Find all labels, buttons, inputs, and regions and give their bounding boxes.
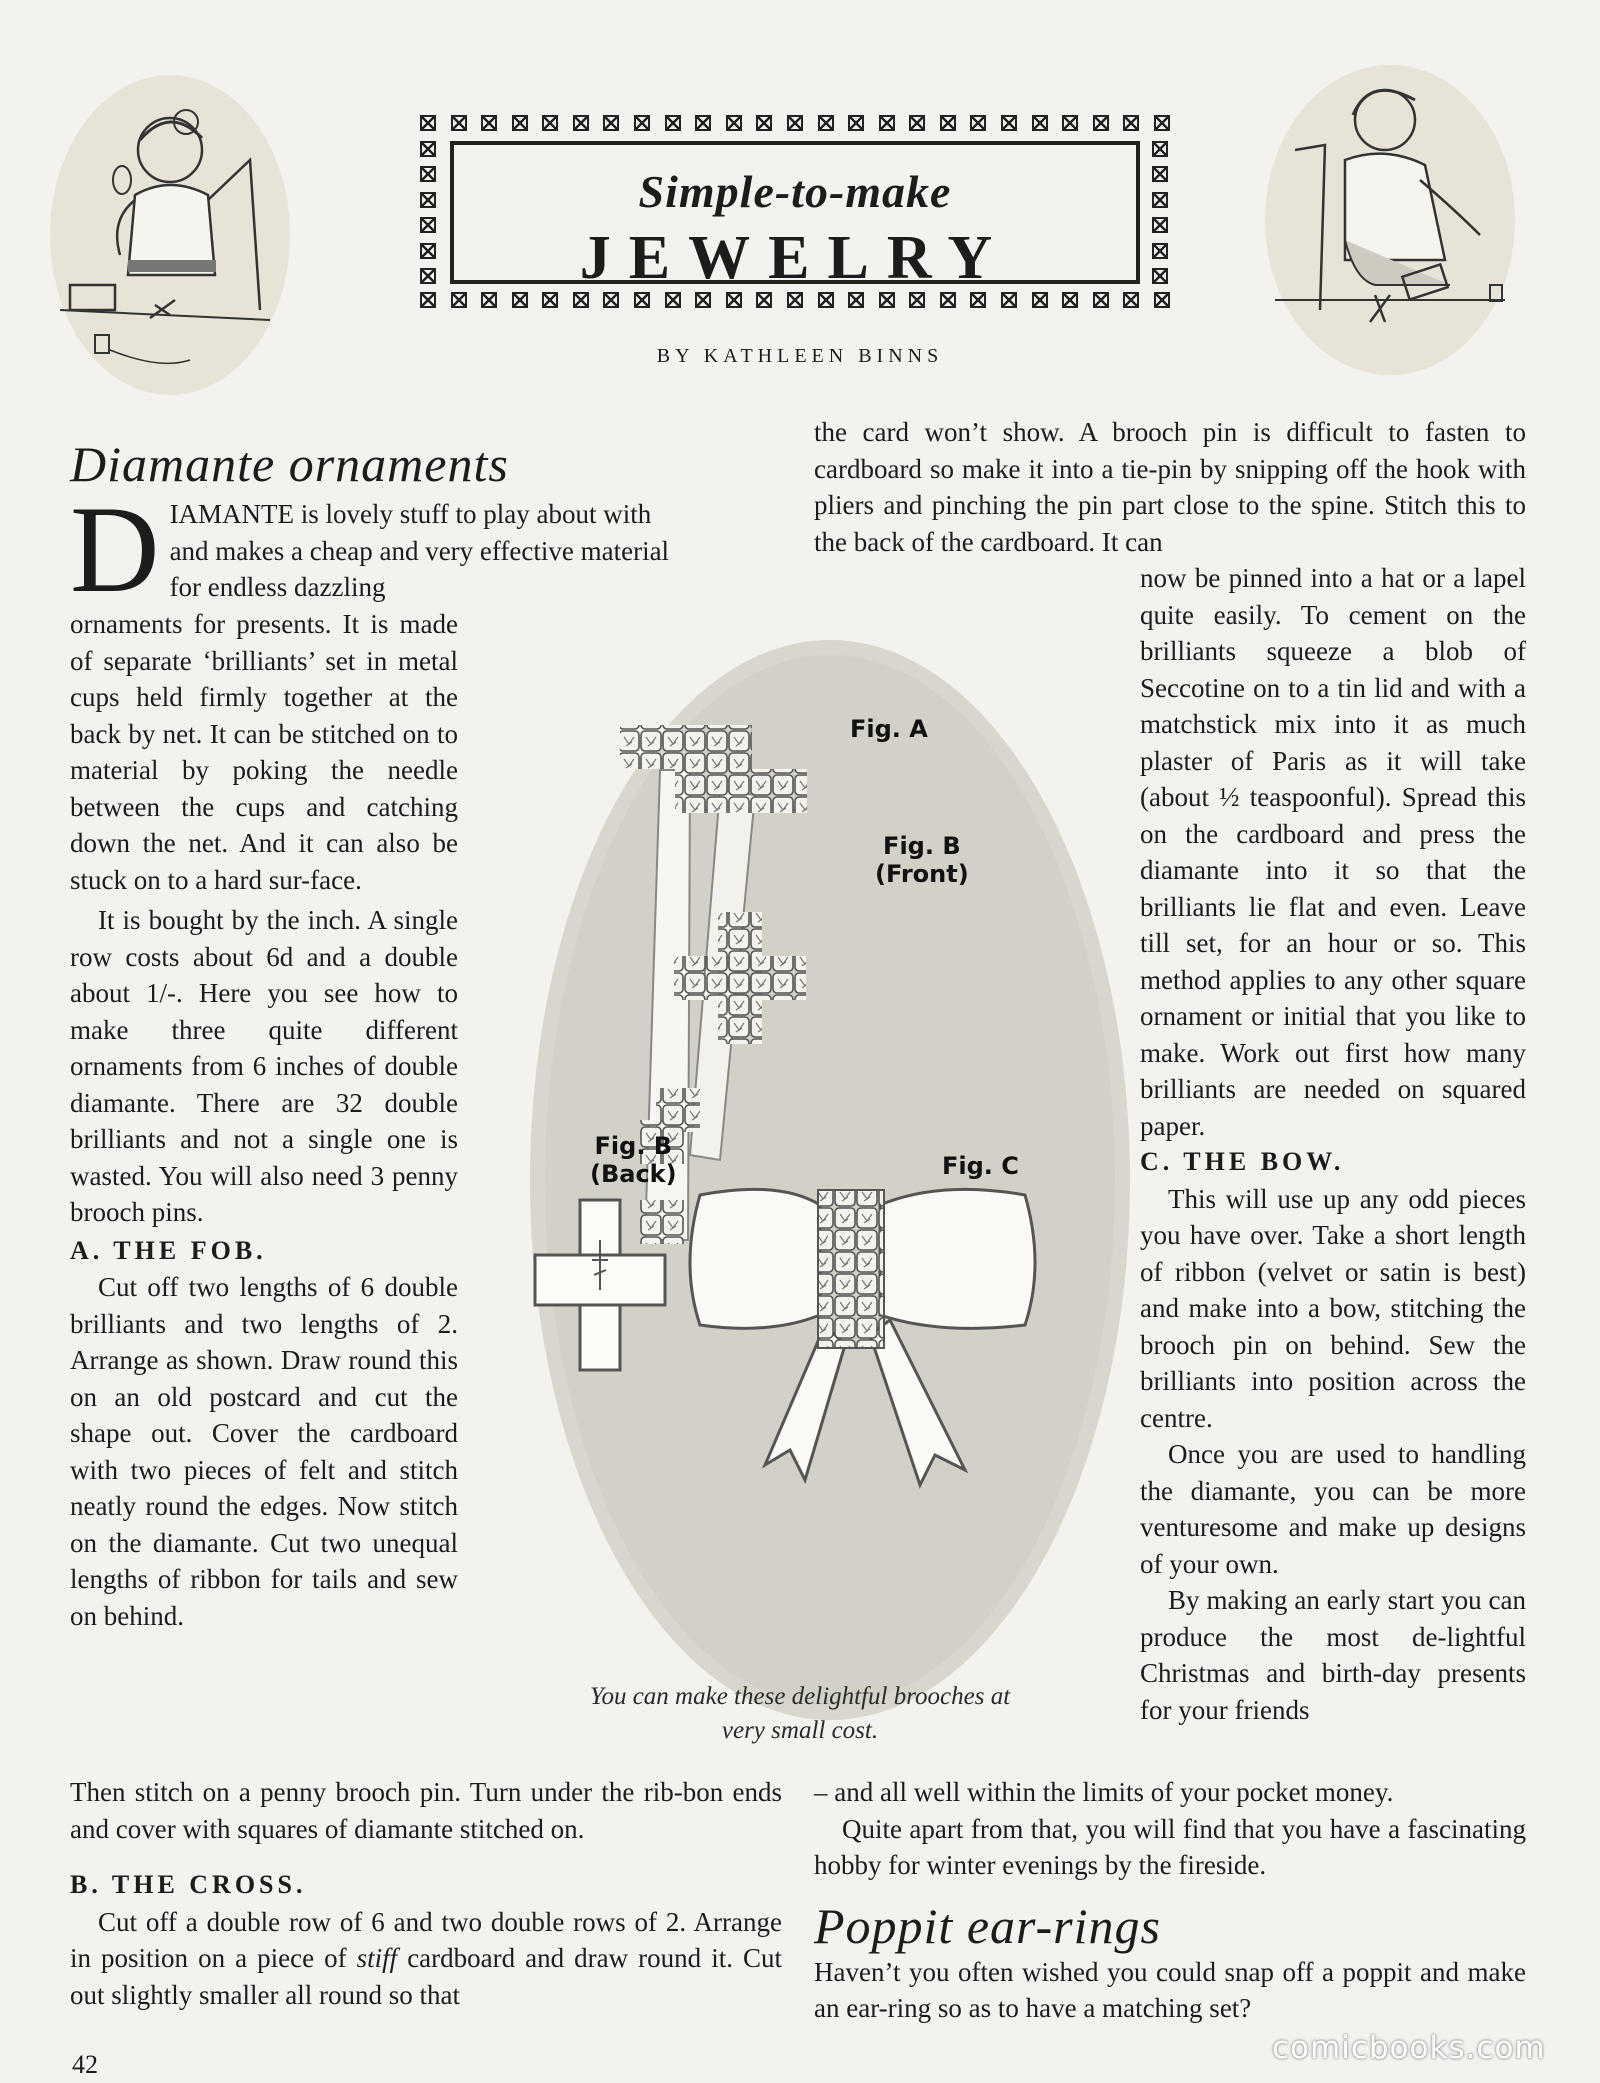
byline: BY KATHLEEN BINNS: [656, 345, 944, 367]
section-heading-diamante: Diamante ornaments: [70, 436, 509, 492]
cross-text-2: cardboard and draw round it. Cut out slightly smaller all round so that: [70, 1943, 782, 2010]
cross-paragraph: [70, 1904, 782, 2014]
fob-wide-text: [70, 1774, 782, 2013]
fob-heading: A. THE FOB.: [70, 1235, 267, 1265]
title-subtitle: Simple-to-make: [638, 166, 952, 217]
title-inner-frame: [450, 141, 1140, 292]
fob-bottom-row: [675, 769, 807, 813]
fig-b-back-label-1: Fig. B: [594, 1132, 673, 1160]
intro-paragraph-2: It is bought by the inch. A single row costs about 6d and a double about 1/-. Here you see how to make three quite different ornaments from 6 inches of double diamante. There are 32 double brilliants and not a single one is wasted. You will also need 3 penny brooch pins.: [70, 905, 458, 1227]
fig-c-label: Fig. C: [942, 1152, 1019, 1180]
fig-b-front-label-2: (Front): [875, 860, 969, 888]
left-column: [70, 606, 458, 1634]
fob-paragraph: Cut off two lengths of 6 double brilliants and two lengths of 2. Arrange as shown. Draw round this on an old postcard and cut the shape out. Cover the cardboard with two pieces of felt and stitch neatly round the edges. Now stitch on the diamante. Cut two unequal lengths of ribbon for tails and sew on behind.: [70, 1272, 458, 1631]
girl-at-table-illustration: [1255, 60, 1525, 380]
fig-b-back-label-2: (Back): [590, 1160, 677, 1188]
fob-paragraph-continued: Then stitch on a penny brooch pin. Turn under the rib-bon ends and cover with squares of diamante stitched on.: [70, 1777, 782, 1844]
fob-top-row: [620, 725, 752, 769]
right-column-top: [814, 414, 1526, 560]
intro-line-2: and makes a cheap and very effective material: [169, 535, 670, 566]
title-border-bottom: [420, 292, 1170, 310]
intro-line-3: for endless dazzling: [169, 572, 386, 602]
intro-wide-block: [70, 481, 780, 618]
hobby-paragraph: Quite apart from that, you will find that you have a fascinating hobby for winter evenings by the fireside.: [814, 1813, 1526, 1880]
intro-line-1: IAMANTE is lovely stuff to play about with: [169, 499, 652, 529]
bow-paragraph: This will use up any odd pieces you have over. Take a short length of ribbon (velvet or satin is best) and make into a bow, stitching the brooch pin on behind. Sew the brilliants into position across the centre.: [1140, 1183, 1526, 1433]
right-column-bottom: [814, 1774, 1526, 2027]
title-frame: [420, 115, 1170, 310]
figure-caption-line-1: You can make these delightful brooches at: [589, 1683, 1011, 1710]
fig-b-front-label-1: Fig. B: [883, 832, 961, 860]
title-border-top: [420, 115, 1170, 133]
title-border-right: [1152, 141, 1170, 284]
pocket-money-line: – and all well within the limits of your pocket money.: [814, 1777, 1394, 1807]
fig-a-label: Fig. A: [850, 715, 928, 743]
fig-b-front-label: [875, 832, 969, 888]
right-top-paragraph: the card won’t show. A brooch pin is difficult to fasten to cardboard so make it into a tie-pin by snipping off the hook with pliers and pinching the pin part close to the spine. Stitch this to the back of the cardboard. It can: [814, 417, 1526, 557]
figure-caption: [500, 1680, 1100, 1748]
poppit-paragraph: Haven’t you often wished you could snap off a poppit and make an ear-ring so as to have a matching set?: [814, 1956, 1526, 2023]
right-column-narrow: [1140, 560, 1526, 1728]
title-border-left: [420, 141, 438, 284]
early-start-paragraph: By making an early start you can produce the most de-lightful Christmas and birth-day presents for your friends: [1140, 1585, 1526, 1725]
figure-caption-line-2: very small cost.: [721, 1717, 879, 1744]
page-number: 42: [72, 2050, 98, 2079]
fig-b-back-label: [590, 1132, 677, 1188]
cross-text-emphasis: stiff: [356, 1943, 398, 1973]
brooches-figure: [530, 620, 1130, 1720]
cross-heading: B. THE CROSS.: [70, 1870, 307, 1899]
watermark: comicbooks.com: [1272, 2030, 1546, 2066]
drop-cap: D: [70, 481, 160, 618]
bow-heading: C. THE BOW.: [1140, 1147, 1345, 1176]
section-heading-poppit: Poppit ear-rings: [814, 1897, 1161, 1954]
cement-paragraph: now be pinned into a hat or a lapel quite easily. To cement on the brilliants squeeze a blob of Seccotine on to a tin lid and with a matchstick mix into it as much plaster of Paris as it will take (about ½ teaspoonful). Spread this on the cardboard and press the diamante into it so that the brilliants lie flat and even. Leave till set, for an hour or so. This method applies to any other square ornament or initial that you like to make. Work out first how many brilliants are needed on squared paper.: [1140, 563, 1526, 1141]
page-title: JEWELRY: [579, 224, 1011, 292]
intro-paragraph-rest: ornaments for presents. It is made of separate ‘brilliants’ set in metal cups held firmly together at the back by net. It can be stitched on to material by poking the needle between the cups and catching down the net. And it can also be stuck on to a hard sur-face.: [70, 609, 458, 895]
venturesome-paragraph: Once you are used to handling the diamante, you can be more venturesome and make up designs of your own.: [1140, 1439, 1526, 1579]
cross-text-1: Cut off a double row of 6 and two double rows of 2. Arrange in position on a piece of: [70, 1906, 782, 1973]
